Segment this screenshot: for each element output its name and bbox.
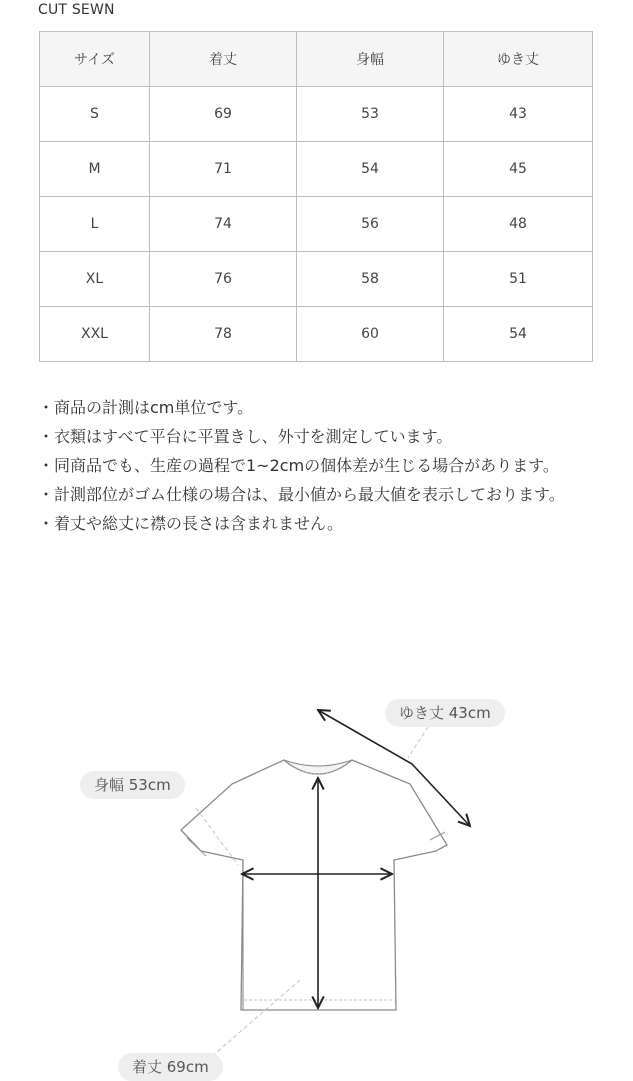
table-cell: 51: [444, 252, 593, 307]
table-cell: 58: [297, 252, 444, 307]
note-item: ・同商品でも、生産の過程で1~2cmの個体差が生じる場合があります。: [38, 456, 559, 475]
tshirt-diagram: [0, 680, 633, 1080]
header-size: サイズ: [40, 32, 150, 87]
table-cell: 60: [297, 307, 444, 362]
table-cell: 53: [297, 87, 444, 142]
table-cell: 69: [150, 87, 297, 142]
table-header-row: [40, 32, 593, 87]
table-cell: XL: [40, 252, 150, 307]
table-row: [40, 252, 593, 307]
table-row: [40, 307, 593, 362]
page-title: CUT SEWN: [38, 2, 115, 18]
table-cell: M: [40, 142, 150, 197]
table-cell: 45: [444, 142, 593, 197]
table-cell: 48: [444, 197, 593, 252]
note-item: ・衣類はすべて平台に平置きし、外寸を測定しています。: [38, 427, 453, 446]
table-cell: 56: [297, 197, 444, 252]
measurement-notes: [38, 393, 598, 538]
table-row: [40, 197, 593, 252]
table-cell: XXL: [40, 307, 150, 362]
body-width-label: 身幅 53cm: [80, 771, 185, 799]
sleeve-length-label: ゆき丈 43cm: [385, 699, 505, 727]
size-table: [39, 31, 593, 362]
table-cell: S: [40, 87, 150, 142]
note-item: ・商品の計測はcm単位です。: [38, 398, 254, 417]
header-width: 身幅: [297, 32, 444, 87]
table-cell: 54: [297, 142, 444, 197]
table-cell: 71: [150, 142, 297, 197]
tshirt-outline: [181, 760, 447, 1010]
total-length-label: 着丈 69cm: [118, 1053, 223, 1081]
table-cell: 74: [150, 197, 297, 252]
note-item: ・着丈や総丈に襟の長さは含まれません。: [38, 514, 343, 533]
table-row: [40, 87, 593, 142]
table-cell: 43: [444, 87, 593, 142]
table-row: [40, 142, 593, 197]
table-cell: L: [40, 197, 150, 252]
header-sleeve: ゆき丈: [444, 32, 593, 87]
header-length: 着丈: [150, 32, 297, 87]
table-cell: 78: [150, 307, 297, 362]
table-cell: 76: [150, 252, 297, 307]
table-cell: 54: [444, 307, 593, 362]
note-item: ・計測部位がゴム仕様の場合は、最小値から最大値を表示しております。: [38, 485, 565, 504]
tshirt-illustration: [0, 680, 633, 1080]
